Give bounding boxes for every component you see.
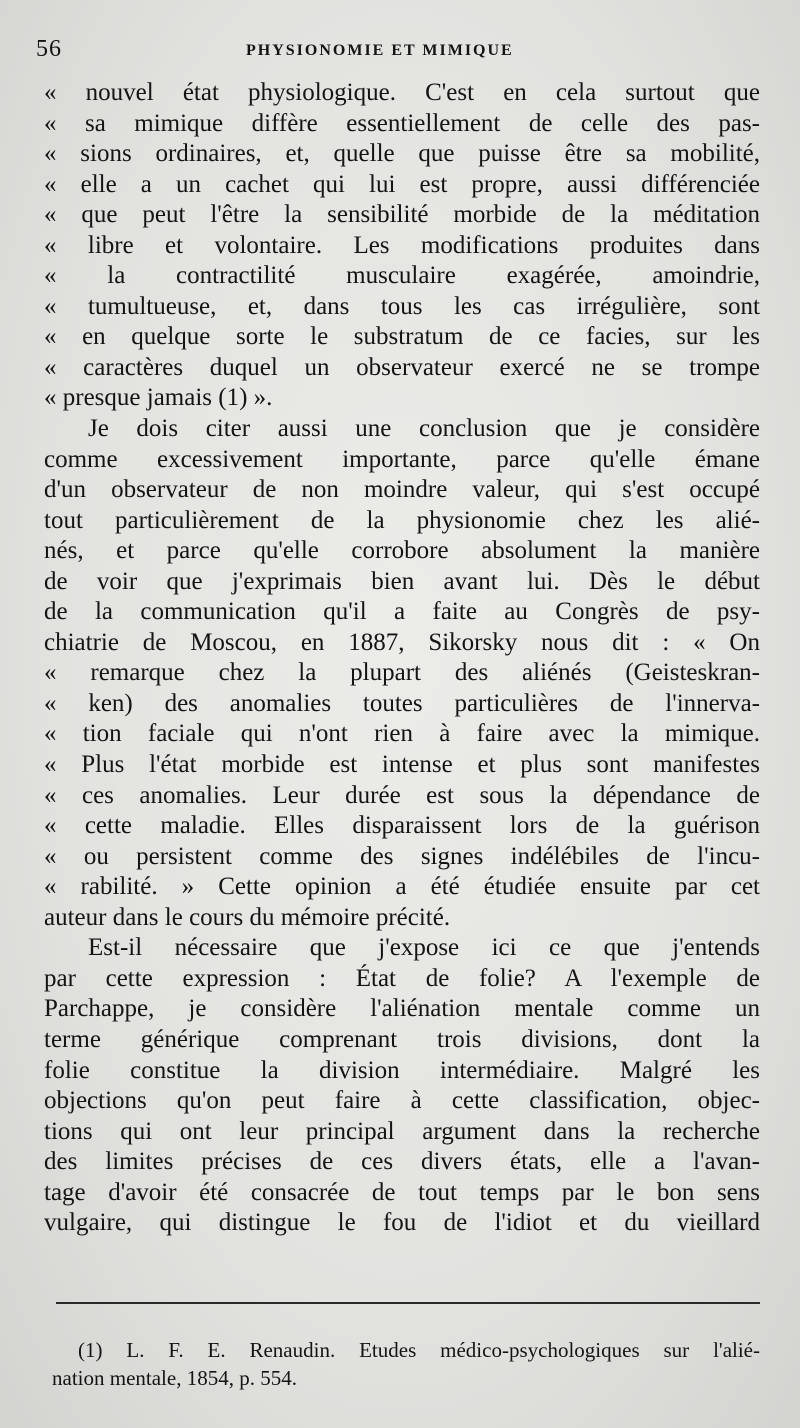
text-line: nés, et parce qu'elle corrobore absolument la manière [44, 537, 760, 565]
text-line: « rabilité. » Cette opinion a été étudiée ensuite par cet [44, 873, 760, 901]
text-line: de la communication qu'il a faite au Congrès de psy- [44, 598, 760, 626]
text-line: « tion faciale qui n'ont rien à faire avec la mimique. [44, 720, 760, 748]
text-line: objections qu'on peut faire à cette classification, objec- [44, 1087, 760, 1115]
text-line: Je dois citer aussi une conclusion que je considère [88, 415, 760, 443]
text-line: « caractères duquel un observateur exercé ne se trompe [44, 353, 760, 381]
text-line: « libre et volontaire. Les modifications produites dans [44, 231, 760, 259]
text-line: « presque jamais (1) ». [44, 384, 273, 412]
text-line: Parchappe, je considère l'aliénation mentale comme un [44, 995, 760, 1023]
text-line: « ces anomalies. Leur durée est sous la dépendance de [44, 781, 760, 809]
text-line: « que peut l'être la sensibilité morbide de la méditation [44, 201, 760, 229]
text-line: tout particulièrement de la physionomie chez les alié- [44, 506, 760, 534]
text-line: d'un observateur de non moindre valeur, qui s'est occupé [44, 476, 760, 504]
text-line: « en quelque sorte le substratum de ce facies, sur les [44, 323, 760, 351]
text-line: « remarque chez la plupart des aliénés (Geisteskran- [44, 659, 760, 687]
running-title: PHYSIONOMIE ET MIMIQUE [246, 42, 514, 59]
text-line: « la contractilité musculaire exagérée, amoindrie, [44, 262, 760, 290]
text-line: comme excessivement importante, parce qu'elle émane [44, 445, 760, 473]
text-line: « sions ordinaires, et, quelle que puisse être sa mobilité, [44, 140, 760, 168]
body-text [44, 78, 760, 1239]
text-line: vulgaire, qui distingue le fou de l'idiot et du vieillard [44, 1209, 760, 1237]
text-line: « sa mimique diffère essentiellement de celle des pas- [44, 109, 760, 137]
text-line: « ou persistent comme des signes indélébiles de l'incu- [44, 842, 760, 870]
text-line: « cette maladie. Elles disparaissent lors de la guérison [44, 812, 760, 840]
page-number: 56 [36, 36, 62, 62]
text-line: chiatrie de Moscou, en 1887, Sikorsky nous dit : « On [44, 628, 760, 656]
text-line: « ken) des anomalies toutes particulières de l'innerva- [44, 689, 760, 717]
text-line: Est-il nécessaire que j'expose ici ce que j'entends [88, 934, 760, 962]
text-line: de voir que j'exprimais bien avant lui. Dès le début [44, 567, 760, 595]
text-line: « elle a un cachet qui lui est propre, aussi différenciée [44, 170, 760, 198]
text-line: « nouvel état physiologique. C'est en cela surtout que [44, 79, 760, 106]
text-line: des limites précises de ces divers états, elle a l'avan- [44, 1148, 760, 1176]
footnote-line: nation mentale, 1854, p. 554. [52, 1366, 297, 1390]
footnote-rule [56, 1302, 760, 1304]
text-line: tage d'avoir été consacrée de tout temps par le bon sens [44, 1178, 760, 1206]
text-line: terme générique comprenant trois divisions, dont la [44, 1025, 760, 1053]
text-line: auteur dans le cours du mémoire précité. [44, 903, 451, 931]
footnote-line: (1) L. F. E. Renaudin. Etudes médico-psychologiques sur l'alié- [78, 1338, 760, 1362]
text-line: folie constitue la division intermédiaire. Malgré les [44, 1056, 760, 1084]
text-line: « Plus l'état morbide est intense et plus sont manifestes [44, 751, 760, 779]
footnote [52, 1336, 760, 1392]
text-line: tions qui ont leur principal argument dans la recherche [44, 1117, 760, 1145]
page-header [36, 36, 760, 72]
text-line: « tumultueuse, et, dans tous les cas irrégulière, sont [44, 292, 760, 320]
text-line: par cette expression : État de folie? A l'exemple de [44, 964, 760, 992]
